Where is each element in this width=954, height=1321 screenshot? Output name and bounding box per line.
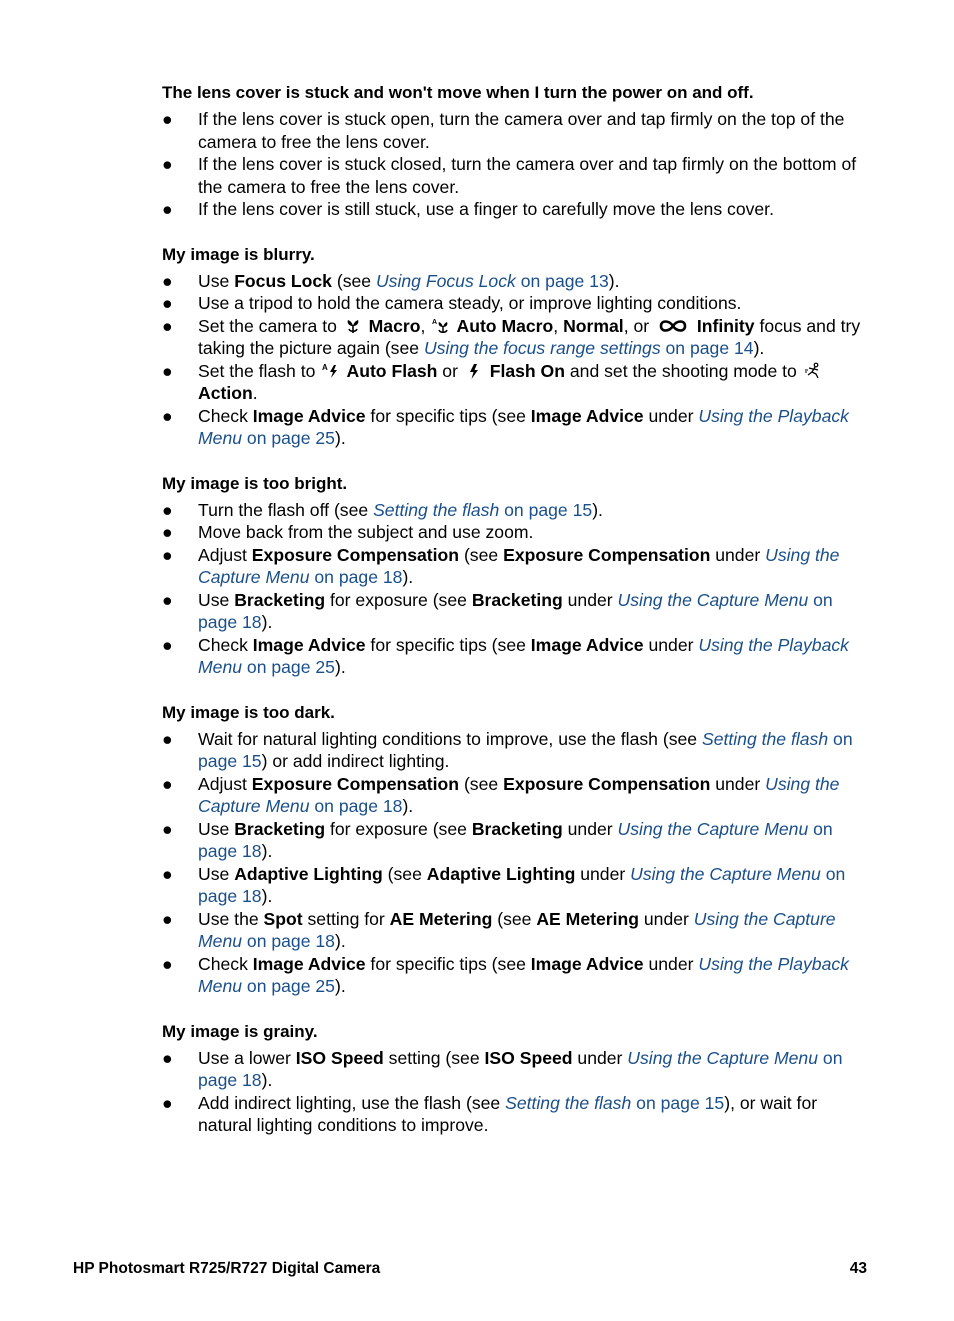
section-heading: My image is blurry.: [162, 244, 315, 264]
cross-reference-link[interactable]: on page 18: [309, 567, 403, 587]
text-run: ).: [334, 931, 346, 951]
bullet-icon: ●: [162, 315, 173, 336]
text-run: Image Advice: [252, 405, 366, 426]
text-run: Image Advice: [530, 405, 644, 426]
bullet-icon: ●: [162, 405, 173, 426]
text-run: under: [562, 589, 618, 610]
text-run: for specific tips (see: [365, 405, 531, 426]
text-run: under: [575, 863, 631, 884]
bullet-icon: ●: [162, 908, 173, 929]
cross-reference-link[interactable]: Using the Capture Menu: [198, 544, 840, 587]
cross-reference-link[interactable]: on page 25: [242, 976, 335, 996]
bullet-list: [162, 108, 872, 221]
text-run: Action: [198, 383, 253, 403]
text-run: for exposure (see: [325, 818, 472, 839]
text-run: ), or wait for natural lighting conditions to improve.: [198, 1092, 818, 1135]
list-item: [162, 589, 872, 634]
bullet-icon: ●: [162, 818, 173, 839]
bullet-list: [162, 1047, 872, 1137]
section: [162, 702, 872, 998]
bullet-icon: ●: [162, 634, 173, 655]
text-run: Check: [198, 953, 253, 974]
text-run: Exposure Compensation: [251, 544, 460, 565]
bullet-icon: ●: [162, 773, 173, 794]
section: [162, 244, 872, 450]
bullet-icon: ●: [162, 154, 173, 174]
text-run: Flash On: [484, 360, 565, 381]
text-run: Exposure Compensation: [503, 773, 711, 794]
cross-reference-link[interactable]: Setting the flash: [373, 499, 500, 520]
cross-reference-link[interactable]: Setting the flash: [505, 1092, 632, 1113]
bullet-icon: ●: [162, 1047, 173, 1068]
text-run: Focus Lock: [234, 270, 332, 291]
cross-reference-link[interactable]: Using the Playback Menu: [198, 634, 849, 677]
text-run: Bracketing: [471, 589, 563, 610]
text-run: If the lens cover is stuck closed, turn the camera over and tap firmly on the bottom of the camera to free the lens cover.: [198, 154, 857, 197]
text-run: , or: [623, 315, 654, 336]
text-run: Adaptive Lighting: [426, 863, 576, 884]
text-run: Set the flash to: [198, 360, 321, 381]
svg-text:A: A: [322, 362, 329, 372]
infinity-icon: [656, 317, 690, 335]
cross-reference-link[interactable]: on page 18: [309, 796, 403, 816]
text-run: Turn the flash off (see: [198, 499, 374, 520]
text-run: ).: [334, 657, 346, 677]
text-run: Bracketing: [471, 818, 563, 839]
bullet-icon: ●: [162, 199, 173, 219]
list-item: [162, 863, 872, 908]
text-run: Image Advice: [252, 634, 366, 655]
text-run: ).: [402, 567, 414, 587]
section: [162, 82, 872, 221]
text-run: under: [562, 818, 618, 839]
text-run: ).: [592, 499, 603, 520]
text-run: Set the camera to: [198, 315, 342, 336]
auto-macro-icon: [432, 317, 450, 335]
cross-reference-link[interactable]: on page 18: [198, 818, 833, 861]
svg-text:A: A: [432, 318, 438, 326]
bullet-icon: ●: [162, 293, 173, 313]
list-item: [162, 521, 872, 544]
text-run: (see: [492, 908, 537, 929]
cross-reference-link[interactable]: on page 15: [631, 1092, 725, 1113]
text-run: Use a lower: [198, 1047, 296, 1068]
text-run: ,: [553, 315, 564, 336]
text-run: Macro: [363, 315, 421, 336]
bullet-icon: ●: [162, 109, 173, 129]
section-heading: My image is grainy.: [162, 1021, 318, 1041]
section-heading: My image is too bright.: [162, 473, 348, 493]
list-item: [162, 1092, 872, 1137]
text-run: Use: [198, 589, 235, 610]
text-run: ).: [261, 1070, 273, 1090]
cross-reference-link[interactable]: Using the Capture Menu: [198, 908, 836, 951]
cross-reference-link[interactable]: on page 14: [660, 338, 754, 358]
text-run: Use: [198, 818, 235, 839]
section-heading: My image is too dark.: [162, 702, 335, 722]
flash-on-icon: [465, 362, 483, 380]
text-run: Exposure Compensation: [503, 544, 711, 565]
cross-reference-link[interactable]: on page 18: [198, 589, 833, 632]
cross-reference-link[interactable]: Using the Capture Menu: [617, 818, 809, 839]
cross-reference-link[interactable]: Using the Capture Menu: [630, 863, 821, 884]
text-run: Spot: [263, 908, 303, 929]
text-run: ).: [608, 270, 620, 291]
footer-title: HP Photosmart R725/R727 Digital Camera: [73, 1260, 381, 1277]
text-run: ).: [261, 841, 273, 861]
text-run: Use: [198, 270, 235, 291]
cross-reference-link[interactable]: Using the Capture Menu: [627, 1047, 819, 1068]
list-item: [162, 198, 872, 221]
text-run: Exposure Compensation: [251, 773, 460, 794]
list-item: [162, 634, 872, 679]
cross-reference-link[interactable]: on page 18: [198, 863, 846, 906]
text-run: for exposure (see: [325, 589, 472, 610]
list-item: [162, 405, 872, 450]
text-run: Adjust: [198, 773, 252, 794]
text-run: focus and try taking the picture again (see: [198, 315, 861, 358]
page-content: [162, 82, 872, 1160]
text-run: (see: [382, 863, 427, 884]
bullet-icon: ●: [162, 863, 173, 884]
text-run: setting (see: [383, 1047, 485, 1068]
action-icon: [804, 362, 822, 380]
text-run: Use: [198, 863, 235, 884]
text-run: under: [643, 634, 699, 655]
text-run: Check: [198, 405, 253, 426]
text-run: under: [710, 544, 766, 565]
text-run: Image Advice: [530, 953, 644, 974]
page-footer: [73, 1260, 867, 1278]
text-run: .: [252, 383, 258, 403]
cross-reference-link[interactable]: on page 15: [198, 728, 853, 771]
text-run: Normal: [563, 315, 624, 336]
text-run: for specific tips (see: [365, 953, 531, 974]
list-item: [162, 360, 872, 405]
text-run: Add indirect lighting, use the flash (see: [198, 1092, 506, 1113]
list-item: [162, 315, 872, 360]
text-run: If the lens cover is stuck open, turn the camera over and tap firmly on the top of the camera to free the lens cover.: [198, 109, 845, 152]
bullet-icon: ●: [162, 270, 173, 291]
text-run: AE Metering: [536, 908, 639, 929]
section-heading: The lens cover is stuck and won't move when I turn the power on and off.: [162, 83, 754, 102]
text-run: Image Advice: [530, 634, 644, 655]
bullet-icon: ●: [162, 728, 173, 749]
text-run: under: [643, 405, 699, 426]
text-run: under: [710, 773, 766, 794]
list-item: [162, 1047, 872, 1092]
text-run: Infinity: [692, 315, 755, 336]
bullet-icon: ●: [162, 499, 173, 520]
bullet-icon: ●: [162, 953, 173, 974]
bullet-icon: ●: [162, 360, 173, 381]
cross-reference-link[interactable]: on page 18: [198, 1047, 843, 1090]
text-run: (see: [459, 773, 504, 794]
list-item: [162, 292, 872, 315]
cross-reference-link[interactable]: on page 18: [242, 931, 335, 951]
text-run: Use the: [198, 908, 264, 929]
list-item: [162, 153, 872, 198]
bullet-icon: ●: [162, 1092, 173, 1113]
text-run: Auto Flash: [342, 360, 438, 381]
list-item: [162, 270, 872, 293]
cross-reference-link[interactable]: on page 25: [242, 428, 335, 448]
list-item: [162, 908, 872, 953]
section: [162, 1021, 872, 1137]
text-run: (see: [459, 544, 504, 565]
bullet-list: [162, 499, 872, 679]
cross-reference-link[interactable]: Using the Playback Menu: [198, 953, 849, 996]
bullet-list: [162, 728, 872, 998]
list-item: [162, 728, 872, 773]
text-run: ).: [334, 976, 346, 996]
section: [162, 473, 872, 679]
list-item: [162, 953, 872, 998]
bullet-icon: ●: [162, 522, 173, 542]
text-run: Check: [198, 634, 253, 655]
text-run: ISO Speed: [484, 1047, 573, 1068]
cross-reference-link[interactable]: Using the Capture Menu: [198, 773, 840, 816]
cross-reference-link[interactable]: Using the Capture Menu: [617, 589, 809, 610]
text-run: Adaptive Lighting: [234, 863, 383, 884]
text-run: and set the shooting mode to: [565, 360, 802, 381]
text-run: ).: [261, 886, 273, 906]
bullet-icon: ●: [162, 589, 173, 610]
text-run: ).: [261, 612, 273, 632]
text-run: or: [437, 360, 463, 381]
cross-reference-link[interactable]: on page 25: [242, 657, 335, 677]
text-run: setting for: [302, 908, 390, 929]
text-run: Wait for natural lighting conditions to improve, use the flash (see: [198, 728, 702, 749]
text-run: Bracketing: [234, 818, 326, 839]
text-run: under: [643, 953, 699, 974]
text-run: ) or add indirect lighting.: [261, 751, 450, 771]
cross-reference-link[interactable]: Using the focus range settings: [423, 338, 661, 358]
list-item: [162, 773, 872, 818]
cross-reference-link[interactable]: on page 15: [499, 499, 593, 520]
cross-reference-link[interactable]: Setting the flash: [701, 728, 829, 749]
macro-icon: [344, 317, 362, 335]
cross-reference-link[interactable]: Using Focus Lock: [375, 270, 516, 291]
list-item: [162, 818, 872, 863]
list-item: [162, 108, 872, 153]
text-run: under: [639, 908, 694, 929]
cross-reference-link[interactable]: on page 13: [515, 270, 609, 291]
text-run: ).: [753, 338, 765, 358]
text-run: Adjust: [198, 544, 252, 565]
text-run: Use a tripod to hold the camera steady, or improve lighting conditions.: [198, 293, 742, 313]
text-run: ).: [402, 796, 414, 816]
text-run: ISO Speed: [295, 1047, 384, 1068]
text-run: If the lens cover is still stuck, use a finger to carefully move the lens cover.: [198, 199, 774, 219]
bullet-list: [162, 270, 872, 450]
text-run: Bracketing: [234, 589, 326, 610]
text-run: ).: [334, 428, 346, 448]
list-item: [162, 544, 872, 589]
text-run: under: [572, 1047, 628, 1068]
text-run: Image Advice: [252, 953, 366, 974]
auto-flash-icon: [322, 362, 340, 380]
text-run: Auto Macro: [452, 315, 554, 336]
text-run: AE Metering: [389, 908, 493, 929]
bullet-icon: ●: [162, 544, 173, 565]
text-run: for specific tips (see: [365, 634, 531, 655]
page-number: 43: [849, 1260, 867, 1277]
cross-reference-link[interactable]: Using the Playback Menu: [198, 405, 849, 448]
text-run: Move back from the subject and use zoom.: [198, 522, 534, 542]
text-run: (see: [331, 270, 376, 291]
text-run: ,: [420, 315, 431, 336]
list-item: [162, 499, 872, 522]
